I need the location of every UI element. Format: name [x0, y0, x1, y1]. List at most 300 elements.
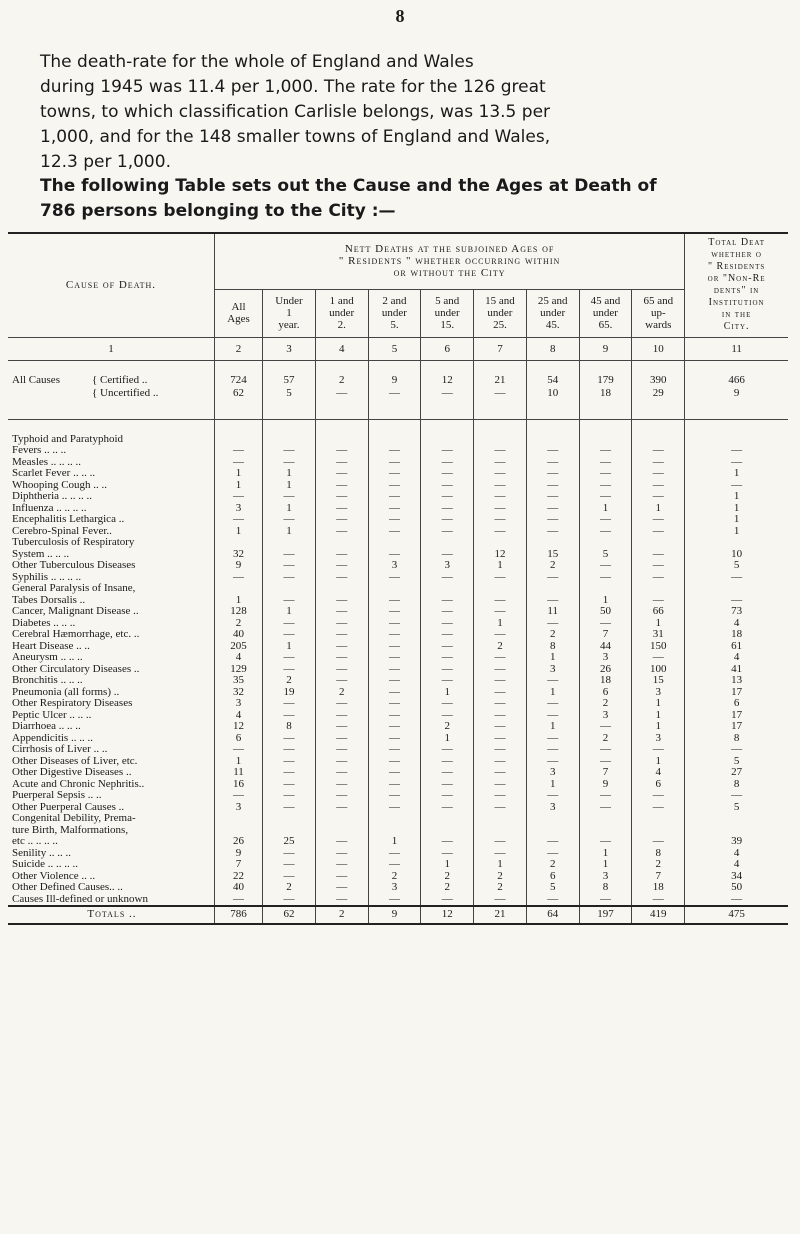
table-cell: 1: [685, 526, 788, 538]
table-cell: —: [579, 457, 632, 469]
table-cell: 1: [263, 468, 316, 480]
heading-line: 786 persons belonging to the City :—: [40, 201, 396, 221]
table-cell: [421, 825, 474, 837]
table-row: [8, 813, 788, 825]
table-cell: 3: [368, 560, 421, 572]
table-cell: —: [368, 572, 421, 584]
table-cell: —: [368, 445, 421, 457]
table-cell: 2: [579, 733, 632, 745]
table-cell: 66: [632, 606, 685, 618]
totals-label: Totals ..: [8, 906, 214, 924]
table-cell: 8: [632, 848, 685, 860]
table-cell: 1: [368, 836, 421, 848]
table-row: [8, 468, 788, 480]
table-cell: [214, 825, 262, 837]
table-row: [8, 848, 788, 860]
table-cell: —: [263, 629, 316, 641]
table-cell: —: [263, 779, 316, 791]
table-cell: 100: [632, 664, 685, 676]
table-cell: —: [579, 572, 632, 584]
table-cell: —: [579, 790, 632, 802]
cause-label: Senility .. .. ..: [12, 847, 71, 859]
totals-cell: 475: [685, 906, 788, 924]
table-cell: —: [579, 514, 632, 526]
table-cell: [421, 813, 474, 825]
table-cell: 3: [526, 664, 579, 676]
table-cell: —: [315, 526, 368, 538]
table-cell: —: [632, 468, 685, 480]
table-cell: —: [474, 721, 527, 733]
table-cell: —: [474, 388, 527, 401]
cause-label: Pneumonia (all forms) ..: [12, 686, 120, 698]
table-cell: —: [474, 526, 527, 538]
table-cell: —: [421, 767, 474, 779]
table-cell: —: [263, 744, 316, 756]
table-row: [8, 526, 788, 538]
table-row: [8, 871, 788, 883]
spacer-cell: [421, 419, 474, 434]
table-cell: [214, 583, 262, 595]
table-cell: 9: [214, 848, 262, 860]
table-row: [8, 710, 788, 722]
table-cell: —: [421, 629, 474, 641]
table-cell: 16: [214, 779, 262, 791]
table-cell: [526, 434, 579, 446]
heading-line: The following Table sets out the Cause and the Ages at Death of: [40, 176, 657, 196]
column-number: 7: [474, 337, 527, 360]
table-cell: —: [526, 595, 579, 607]
table-cell: —: [474, 687, 527, 699]
table-cell: —: [263, 698, 316, 710]
spacer-cell: [474, 401, 527, 420]
table-cell: —: [421, 698, 474, 710]
table-row: [8, 595, 788, 607]
table-cell: 2: [526, 560, 579, 572]
table-cell: —: [421, 491, 474, 503]
table-cell: —: [685, 480, 788, 492]
cause-label: Other Tuberculous Diseases: [12, 560, 136, 571]
cause-label: Puerperal Sepsis .. ..: [12, 790, 102, 801]
table-cell: —: [315, 388, 368, 401]
cause-label: Aneurysm .. .. ..: [12, 652, 83, 663]
table-cell: —: [579, 468, 632, 480]
table-cell: —: [632, 572, 685, 584]
table-cell: [315, 825, 368, 837]
table-cell: 4: [632, 767, 685, 779]
table-row: [8, 790, 788, 802]
table-cell: —: [474, 767, 527, 779]
table-cell: 1: [632, 710, 685, 722]
table-cell: [474, 537, 527, 549]
table-cell: [579, 825, 632, 837]
table-cell: —: [368, 744, 421, 756]
table-cell: —: [579, 836, 632, 848]
table-cell: —: [421, 664, 474, 676]
table-row: [8, 641, 788, 653]
table-cell: 40: [214, 882, 262, 894]
table-cell: [368, 434, 421, 446]
intro-line: towns, to which classification Carlisle belongs, was 13.5 per: [40, 102, 551, 122]
table-cell: 1: [579, 595, 632, 607]
table-cell: —: [526, 744, 579, 756]
table-cell: —: [214, 457, 262, 469]
table-cell: —: [474, 595, 527, 607]
table-cell: 3: [579, 871, 632, 883]
cause-label: Other Violence .. ..: [12, 870, 96, 882]
table-cell: [685, 434, 788, 446]
table-cell: 18: [632, 882, 685, 894]
table-cell: —: [315, 744, 368, 756]
table-cell: —: [421, 756, 474, 768]
table-cell: 5: [685, 756, 788, 768]
table-cell: 1: [632, 698, 685, 710]
table-cell: —: [526, 790, 579, 802]
table-cell: 1: [474, 560, 527, 572]
table-row: [8, 549, 788, 561]
table-cell: 5: [526, 882, 579, 894]
spacer-cell: [685, 419, 788, 434]
table-cell: 1: [421, 859, 474, 871]
table-cell: 3: [632, 733, 685, 745]
spacer-cell: [579, 401, 632, 420]
table-cell: [579, 813, 632, 825]
nett-deaths-header: [214, 233, 684, 289]
table-cell: —: [421, 595, 474, 607]
table-cell: —: [315, 664, 368, 676]
cause-label: ture Birth, Malformations,: [12, 824, 129, 836]
table-cell: —: [368, 779, 421, 791]
table-cell: 1: [263, 641, 316, 653]
table-cell: —: [315, 756, 368, 768]
table-cell: 1: [263, 503, 316, 515]
spacer-cell: [632, 419, 685, 434]
table-row: [8, 859, 788, 871]
table-cell: —: [579, 491, 632, 503]
cause-label: Other Circulatory Diseases ..: [12, 663, 140, 675]
table-cell: [685, 583, 788, 595]
cause-label: Acute and Chronic Nephritis..: [12, 778, 145, 790]
spacer-cell: [214, 360, 262, 375]
total-header-line: dents" in: [713, 285, 760, 297]
table-cell: —: [368, 606, 421, 618]
spacer-cell: [421, 401, 474, 420]
table-cell: —: [421, 445, 474, 457]
table-cell: —: [421, 779, 474, 791]
spacer-cell: [8, 401, 214, 420]
table-row: [8, 652, 788, 664]
total-header-line: or "Non-Re: [707, 273, 766, 285]
table-cell: —: [214, 744, 262, 756]
cause-label: Typhoid and Paratyphoid: [12, 433, 124, 445]
table-cell: —: [368, 848, 421, 860]
table-cell: —: [315, 468, 368, 480]
table-cell: [474, 825, 527, 837]
table-cell: 1: [214, 480, 262, 492]
table-cell: 1: [579, 859, 632, 871]
table-cell: —: [474, 756, 527, 768]
table-cell: —: [421, 618, 474, 630]
table-cell: 3: [579, 710, 632, 722]
table-cell: —: [474, 629, 527, 641]
table-cell: [474, 813, 527, 825]
age-header-45-65: 45 and under 65.: [579, 289, 632, 337]
table-cell: 2: [526, 859, 579, 871]
table-cell: 1: [214, 468, 262, 480]
intro-line: 1,000, and for the 148 smaller towns of England and Wales,: [40, 127, 551, 147]
table-cell: —: [214, 790, 262, 802]
table-cell: 2: [474, 641, 527, 653]
table-row: [8, 894, 788, 907]
table-cell: 2: [263, 882, 316, 894]
table-cell: —: [474, 480, 527, 492]
table-cell: —: [263, 595, 316, 607]
table-cell: —: [315, 641, 368, 653]
spacer-row: [8, 401, 788, 420]
table-cell: —: [474, 457, 527, 469]
table-cell: [526, 583, 579, 595]
table-cell: 2: [214, 618, 262, 630]
table-cell: 15: [526, 549, 579, 561]
table-cell: [263, 537, 316, 549]
all-causes-section: [8, 360, 788, 419]
table-cell: —: [315, 480, 368, 492]
table-cell: —: [526, 848, 579, 860]
table-cell: —: [315, 606, 368, 618]
column-number: 3: [263, 337, 316, 360]
column-number-row: [8, 337, 788, 360]
table-cell: —: [579, 618, 632, 630]
table-cell: 2: [526, 629, 579, 641]
table-cell: 39: [685, 836, 788, 848]
table-cell: 18: [579, 388, 632, 401]
table-cell: —: [474, 664, 527, 676]
table-cell: —: [263, 733, 316, 745]
cause-label: Other Puerperal Causes ..: [12, 801, 125, 813]
table-cell: —: [421, 894, 474, 907]
table-cell: 19: [263, 687, 316, 699]
table-cell: 150: [632, 641, 685, 653]
table-cell: 54: [526, 375, 579, 388]
cause-label: Other Defined Causes.. ..: [12, 882, 123, 893]
table-cell: —: [315, 457, 368, 469]
table-cell: 3: [368, 882, 421, 894]
table-cell: —: [263, 848, 316, 860]
totals-cell: 64: [526, 906, 579, 924]
table-cell: 2: [315, 375, 368, 388]
spacer-cell: [526, 419, 579, 434]
table-cell: —: [421, 744, 474, 756]
table-cell: 1: [526, 721, 579, 733]
cause-label: Diarrhoea .. .. ..: [12, 721, 81, 732]
table-cell: 8: [685, 733, 788, 745]
table-cell: [214, 537, 262, 549]
table-row: [8, 756, 788, 768]
spacer-cell: [368, 401, 421, 420]
table-cell: —: [632, 514, 685, 526]
spacer-cell: [315, 419, 368, 434]
table-row: [8, 560, 788, 572]
table-cell: —: [632, 549, 685, 561]
spacer-cell: [263, 360, 316, 375]
table-cell: —: [526, 503, 579, 515]
table-cell: —: [579, 445, 632, 457]
cause-label: Appendicitis .. .. ..: [12, 732, 93, 744]
table-cell: [315, 583, 368, 595]
table-cell: 1: [263, 480, 316, 492]
spacer-cell: [579, 360, 632, 375]
table-cell: —: [421, 790, 474, 802]
table-cell: —: [685, 445, 788, 457]
table-cell: —: [474, 514, 527, 526]
spacer-cell: [526, 360, 579, 375]
cause-label: Congenital Debility, Prema-: [12, 813, 136, 824]
table-cell: 2: [421, 882, 474, 894]
table-cell: —: [315, 848, 368, 860]
table-row: [8, 767, 788, 779]
table-cell: —: [368, 491, 421, 503]
table-cell: —: [474, 802, 527, 814]
table-cell: 2: [421, 721, 474, 733]
spacer-cell: [526, 401, 579, 420]
table-cell: —: [526, 457, 579, 469]
all-causes-label: All Causes { Certified ..: [12, 374, 148, 387]
table-cell: —: [368, 733, 421, 745]
table-cell: 5: [685, 560, 788, 572]
table-row: [8, 721, 788, 733]
table-cell: [315, 434, 368, 446]
table-cell: —: [579, 756, 632, 768]
total-header-line: Institution: [708, 297, 765, 309]
table-cell: 1: [632, 503, 685, 515]
table-cell: —: [368, 618, 421, 630]
table-cell: [421, 583, 474, 595]
table-cell: —: [368, 802, 421, 814]
all-causes-row: [8, 388, 788, 401]
table-cell: 34: [685, 871, 788, 883]
table-cell: [368, 583, 421, 595]
table-cell: —: [315, 560, 368, 572]
table-cell: —: [632, 802, 685, 814]
table-cell: 1: [526, 652, 579, 664]
table-heading: [40, 174, 800, 224]
table-cell: —: [526, 756, 579, 768]
table-cell: —: [526, 698, 579, 710]
table-cell: 18: [579, 675, 632, 687]
table-cell: 1: [685, 514, 788, 526]
table-cell: —: [632, 652, 685, 664]
table-cell: —: [368, 629, 421, 641]
totals-cell: 21: [474, 906, 527, 924]
table-cell: 8: [579, 882, 632, 894]
table-cell: —: [474, 698, 527, 710]
intro-paragraph: [40, 50, 780, 175]
table-row: [8, 664, 788, 676]
table-cell: —: [685, 790, 788, 802]
table-cell: 4: [214, 710, 262, 722]
table-cell: 40: [214, 629, 262, 641]
table-cell: —: [474, 744, 527, 756]
table-cell: —: [421, 514, 474, 526]
table-cell: 10: [526, 388, 579, 401]
age-header-25-45: 25 and under 45.: [526, 289, 579, 337]
table-cell: —: [685, 457, 788, 469]
table-cell: —: [632, 744, 685, 756]
table-cell: —: [315, 675, 368, 687]
intro-line: during 1945 was 11.4 per 1,000. The rate for the 126 great: [40, 77, 546, 97]
cause-label: Cancer, Malignant Disease ..: [12, 606, 139, 617]
table-cell: —: [632, 560, 685, 572]
table-cell: —: [368, 767, 421, 779]
table-cell: —: [315, 618, 368, 630]
table-cell: —: [368, 526, 421, 538]
table-cell: —: [526, 618, 579, 630]
table-cell: —: [474, 894, 527, 907]
cause-label: etc .. .. .. ..: [12, 836, 58, 847]
table-row: [8, 514, 788, 526]
table-cell: —: [315, 882, 368, 894]
cause-label: Syphilis .. .. .. ..: [12, 571, 82, 583]
table-cell: 4: [685, 618, 788, 630]
table-row: [8, 882, 788, 894]
table-cell: —: [632, 526, 685, 538]
table-cell: 6: [579, 687, 632, 699]
spacer-cell: [579, 419, 632, 434]
table-cell: —: [315, 445, 368, 457]
table-cell: —: [214, 572, 262, 584]
table-cell: —: [526, 894, 579, 907]
table-cell: 3: [526, 802, 579, 814]
table-cell: [263, 583, 316, 595]
cause-rows: [8, 419, 788, 906]
table-cell: —: [315, 894, 368, 907]
table-cell: —: [579, 802, 632, 814]
spacer-cell: [474, 419, 527, 434]
table-cell: [263, 813, 316, 825]
table-row: [8, 779, 788, 791]
table-cell: —: [263, 652, 316, 664]
table-cell: 2: [474, 871, 527, 883]
table-cell: —: [315, 491, 368, 503]
table-cell: —: [263, 894, 316, 907]
table-cell: 3: [526, 767, 579, 779]
table-cell: —: [263, 802, 316, 814]
table-cell: 1: [632, 618, 685, 630]
table-cell: 6: [632, 779, 685, 791]
totals-cell: 9: [368, 906, 421, 924]
table-cell: 3: [214, 698, 262, 710]
table-cell: —: [474, 468, 527, 480]
table-cell: 8: [263, 721, 316, 733]
table-cell: [214, 813, 262, 825]
table-cell: —: [368, 641, 421, 653]
table-cell: 13: [685, 675, 788, 687]
all-causes-title: All Causes: [12, 374, 60, 387]
table-cell: —: [368, 595, 421, 607]
table-cell: 26: [214, 836, 262, 848]
table-cell: 17: [685, 710, 788, 722]
table-cell: —: [421, 503, 474, 515]
table-cell: 11: [526, 606, 579, 618]
table-cell: 1: [632, 721, 685, 733]
table-cell: [315, 813, 368, 825]
table-cell: 1: [685, 491, 788, 503]
table-cell: 179: [579, 375, 632, 388]
table-cell: —: [474, 710, 527, 722]
table-cell: 9: [368, 375, 421, 388]
table-cell: [368, 813, 421, 825]
table-cell: 8: [685, 779, 788, 791]
table-cell: [214, 434, 262, 446]
